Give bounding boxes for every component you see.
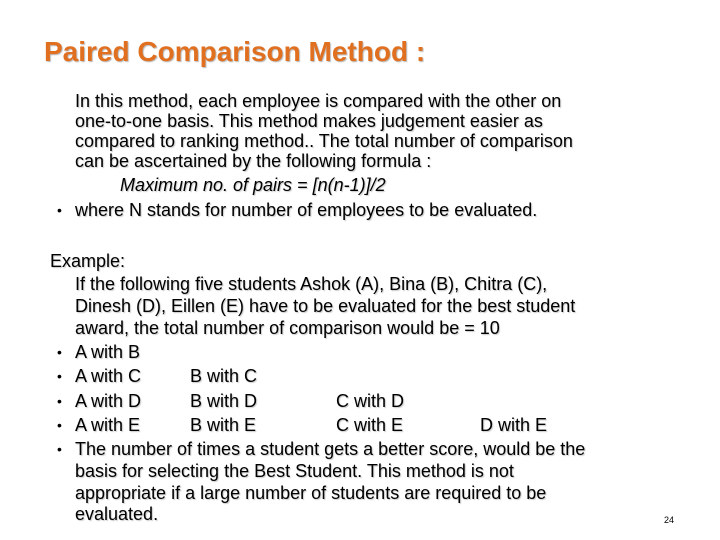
intro-line: one-to-one basis. This method makes judgement easier as: [75, 111, 543, 131]
bullet-marker: •: [57, 344, 62, 360]
example-label: Example:: [50, 251, 126, 271]
slide-title: Paired Comparison Method :: [44, 36, 426, 67]
formula: Maximum no. of pairs = [n(n-1)]/2: [120, 175, 386, 195]
page-number: 24: [664, 515, 675, 525]
where-line: where N stands for number of employees to be evaluated.: [75, 200, 538, 220]
pair-a-d: A with D: [75, 391, 142, 411]
bullet-marker: •: [57, 441, 62, 457]
bullet-marker: •: [57, 393, 62, 409]
intro-line: In this method, each employee is compared with the other on: [75, 91, 562, 111]
intro-line: compared to ranking method.. The total number of comparison: [75, 131, 573, 151]
bullet-marker: •: [57, 417, 62, 433]
pair-a-e: A with E: [75, 415, 141, 435]
pair-b-d: B with D: [190, 391, 258, 411]
pair-b-e: B with E: [190, 415, 257, 435]
conclusion-line: The number of times a student gets a better score, would be the: [75, 439, 586, 459]
pair-c-d: C with D: [336, 391, 405, 411]
example-line: If the following five students Ashok (A), Bina (B), Chitra (C),: [75, 274, 548, 294]
pair-a-c: A with C: [75, 366, 142, 386]
example-line: Dinesh (D), Eillen (E) have to be evaluated for the best student: [75, 296, 576, 316]
conclusion-line: basis for selecting the Best Student. This method is not: [75, 461, 514, 481]
conclusion-line: evaluated.: [75, 504, 159, 524]
intro-line: can be ascertained by the following formula :: [75, 151, 432, 171]
bullet-marker: •: [57, 202, 62, 218]
pair-a-b: A with B: [75, 342, 141, 362]
example-line: award, the total number of comparison would be = 10: [75, 318, 500, 338]
conclusion-line: appropriate if a large number of students are required to be: [75, 483, 547, 503]
pair-c-e: C with E: [336, 415, 404, 435]
bullet-marker: •: [57, 368, 62, 384]
pair-d-e: D with E: [480, 415, 548, 435]
pair-b-c: B with C: [190, 366, 258, 386]
